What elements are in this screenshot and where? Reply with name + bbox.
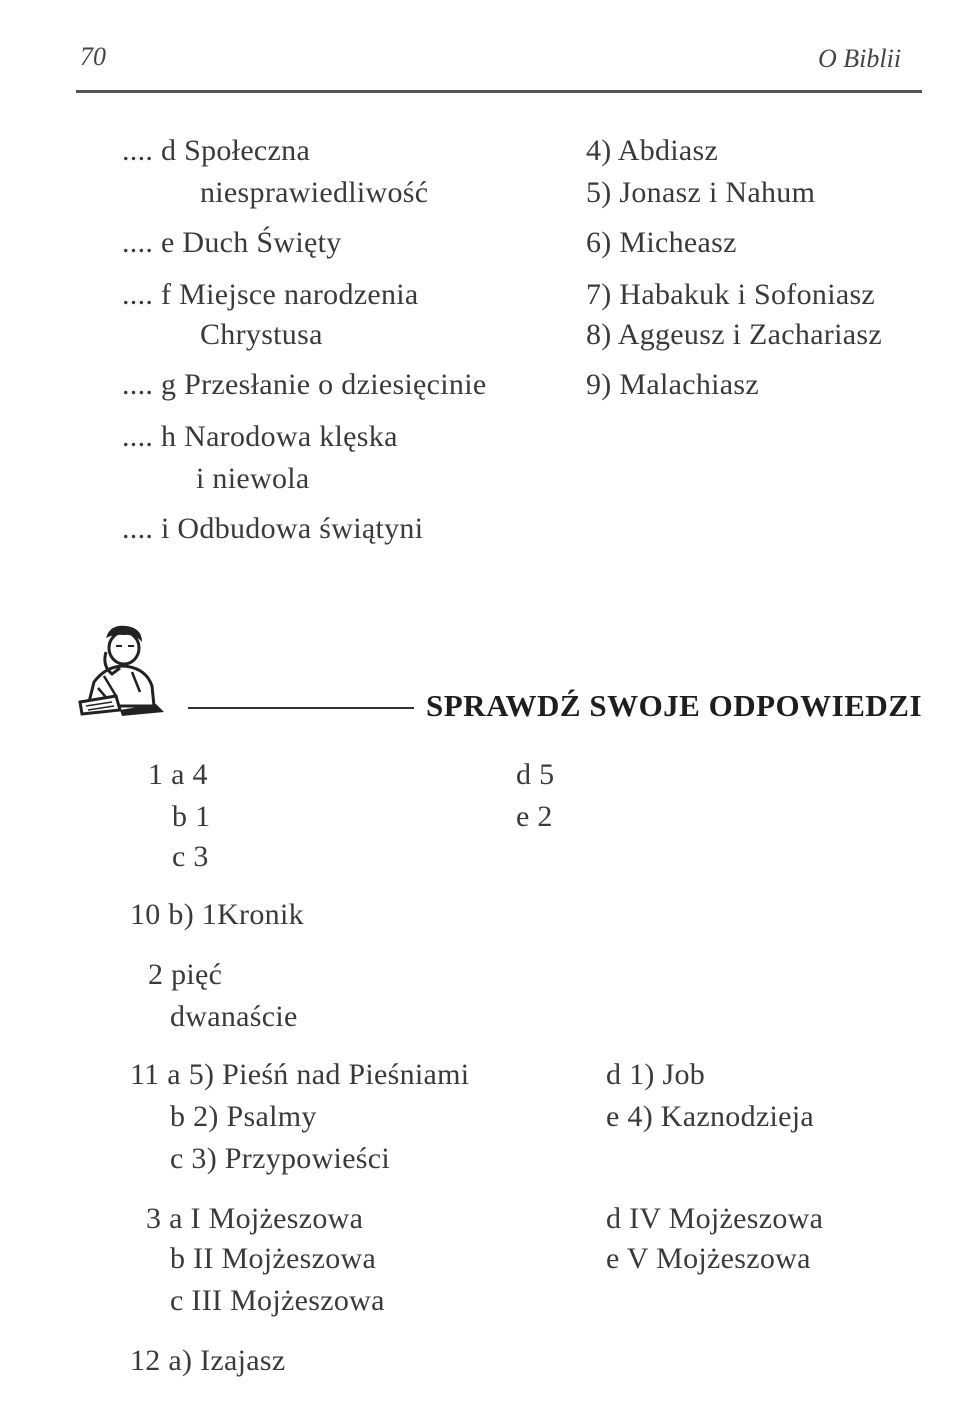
reader-illustration	[76, 622, 168, 716]
match-option-5: 5) Jonasz i Nahum	[586, 176, 816, 209]
answer-11d: d 1) Job	[606, 1058, 706, 1091]
match-item-e: .... e Duch Święty	[122, 226, 342, 259]
match-option-8: 8) Aggeusz i Zachariasz	[586, 318, 882, 351]
answer-1d: d 5	[516, 758, 555, 791]
match-option-9: 9) Malachiasz	[586, 368, 759, 401]
match-item-f: .... f Miejsce narodzenia	[122, 278, 419, 311]
match-item-i: .... i Odbudowa świątyni	[122, 512, 424, 545]
answer-3d: d IV Mojżeszowa	[606, 1202, 824, 1235]
answer-2-line2: dwanaście	[170, 1000, 298, 1033]
match-item-h: .... h Narodowa klęska	[122, 420, 398, 453]
answer-2-line1: 2 pięć	[148, 958, 223, 991]
answer-11c: c 3) Przypowieści	[170, 1142, 391, 1175]
match-item-f-cont: Chrystusa	[200, 318, 323, 351]
answer-1b: b 1	[172, 800, 211, 833]
answer-3a: 3 a I Mojżeszowa	[146, 1202, 364, 1235]
match-item-g: .... g Przesłanie o dziesięcinie	[122, 368, 487, 401]
answer-11a: 11 a 5) Pieśń nad Pieśniami	[130, 1058, 470, 1091]
match-option-6: 6) Micheasz	[586, 226, 737, 259]
answer-3b: b II Mojżeszowa	[170, 1242, 377, 1275]
answer-3c: c III Mojżeszowa	[170, 1284, 385, 1317]
header-rule	[76, 90, 922, 93]
answer-3e: e V Mojżeszowa	[606, 1242, 811, 1275]
answer-10: 10 b) 1Kronik	[130, 898, 304, 931]
answer-1e: e 2	[516, 800, 553, 833]
running-title: O Biblii	[818, 44, 902, 73]
match-item-h-cont: i niewola	[196, 462, 310, 495]
section-rule	[188, 707, 414, 709]
answer-1a: 1 a 4	[148, 758, 208, 791]
answer-1c: c 3	[172, 840, 209, 873]
answer-11b: b 2) Psalmy	[170, 1100, 317, 1133]
match-option-4: 4) Abdiasz	[586, 134, 719, 167]
match-item-d-cont: niesprawiedliwość	[200, 176, 429, 209]
page-number: 70	[80, 42, 106, 71]
section-title: SPRAWDŹ SWOJE ODPOWIEDZI	[426, 688, 923, 723]
match-option-7: 7) Habakuk i Sofoniasz	[586, 278, 876, 311]
match-item-d: .... d Społeczna	[122, 134, 311, 167]
answer-12: 12 a) Izajasz	[130, 1344, 286, 1377]
answer-11e: e 4) Kaznodzieja	[606, 1100, 815, 1133]
